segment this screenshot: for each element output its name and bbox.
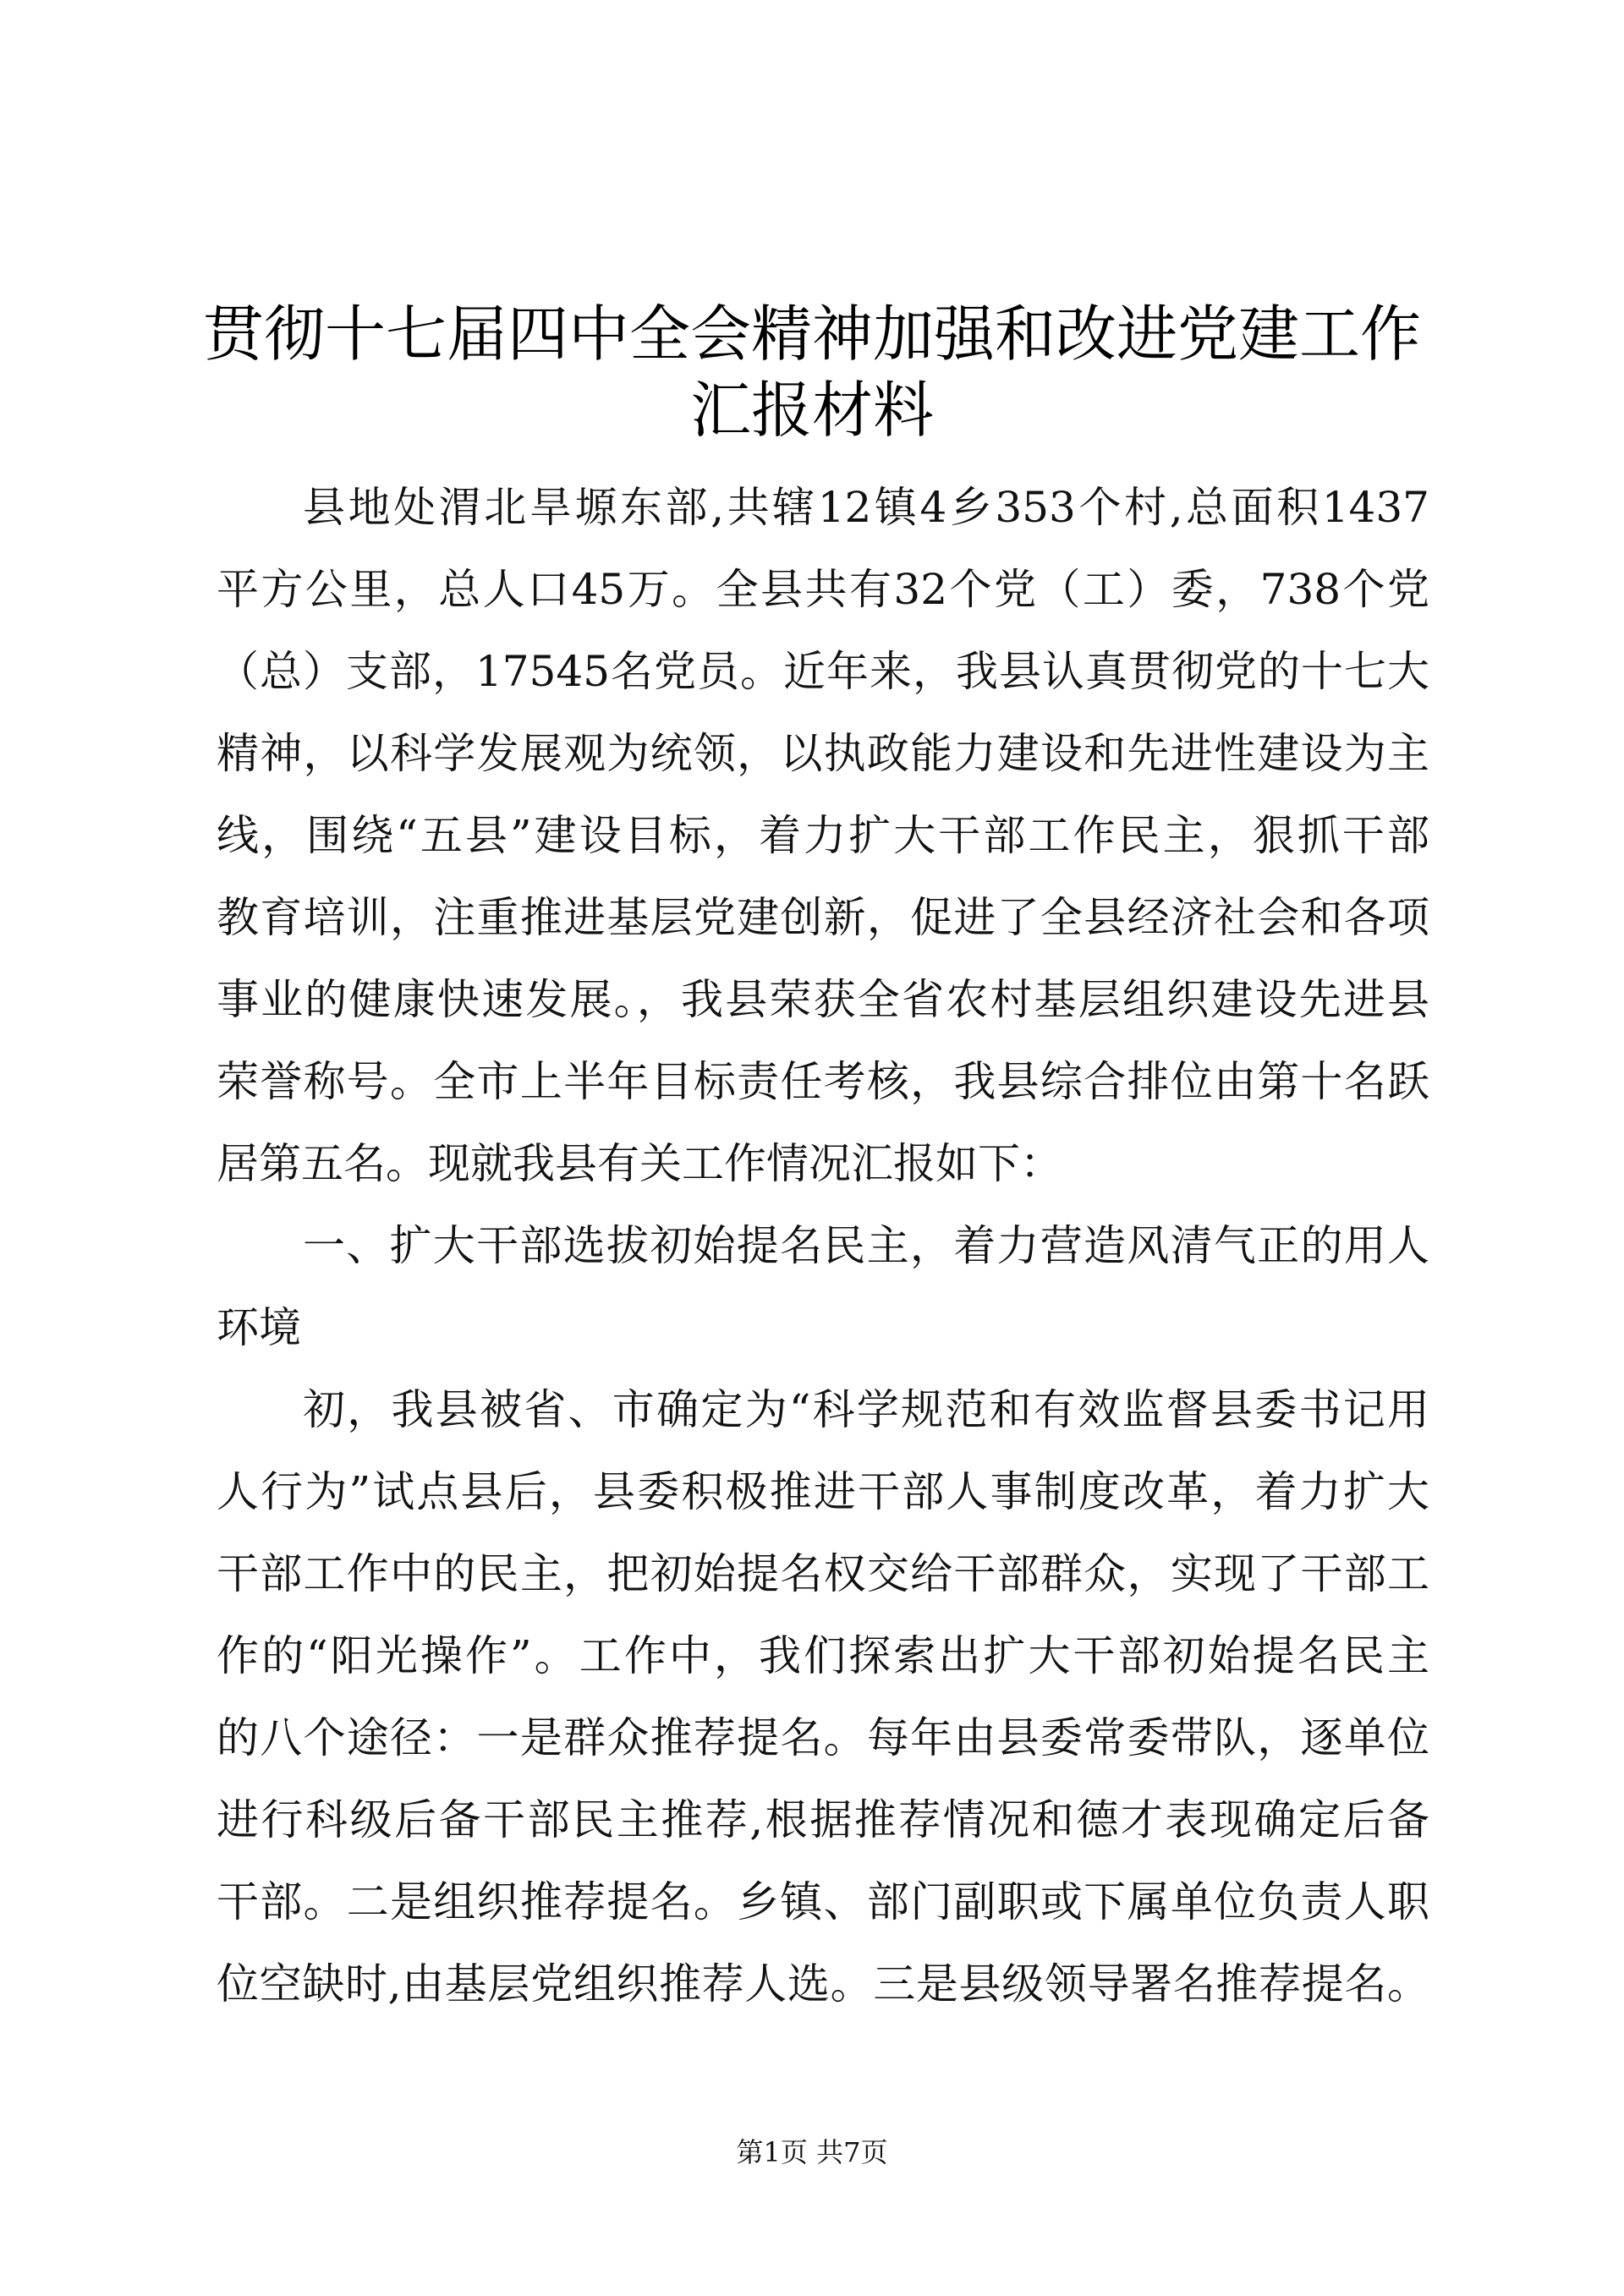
page-number-footer: 第1页 共7页 [736,2136,888,2168]
document-title-line-2: 汇报材料 [689,375,934,446]
document-title-line-1: 贯彻十七届四中全会精神加强和改进党建工作 [202,299,1421,370]
text-line: 位空缺时,由基层党组织推荐人选。三是县级领导署名推荐提名。 [217,1959,1429,2008]
text-line: 线，围绕“五县”建设目标，着力扩大干部工作民主，狠抓干部 [217,811,1429,860]
text-line: 居第五名。现就我县有关工作情况汇报如下： [217,1139,1062,1188]
heading-line: 一、扩大干部选拔初始提名民主，着力营造风清气正的用人 [303,1221,1429,1270]
text-line: 人行为”试点县后，县委积极推进干部人事制度改革，着力扩大 [217,1467,1429,1516]
text-line: 事业的健康快速发展。，我县荣获全省农村基层组织建设先进县 [217,975,1429,1024]
text-line: 精神，以科学发展观为统领，以执政能力建设和先进性建设为主 [217,729,1429,778]
text-line: 初，我县被省、市确定为“科学规范和有效监督县委书记用 [303,1385,1429,1434]
text-line: 作的“阳光操作”。工作中，我们探索出扩大干部初始提名民主 [217,1631,1429,1680]
text-line: 县地处渭北旱塬东部,共辖12镇4乡353个村,总面积1437 [303,483,1429,532]
text-line: 的八个途径：一是群众推荐提名。每年由县委常委带队，逐单位 [217,1713,1429,1762]
text-line: （总）支部，17545名党员。近年来，我县认真贯彻党的十七大 [217,647,1429,696]
text-line: 干部。二是组织推荐提名。乡镇、部门副职或下属单位负责人职 [217,1877,1429,1926]
text-line: 教育培训，注重推进基层党建创新，促进了全县经济社会和各项 [217,893,1429,942]
text-line: 干部工作中的民主，把初始提名权交给干部群众，实现了干部工 [217,1549,1429,1598]
text-line: 荣誉称号。全市上半年目标责任考核，我县综合排位由第十名跃 [217,1057,1429,1106]
heading-line: 环境 [217,1303,301,1352]
text-line: 进行科级后备干部民主推荐,根据推荐情况和德才表现确定后备 [217,1795,1429,1844]
text-line: 平方公里，总人口45万。全县共有32个党（工）委，738个党 [217,565,1429,614]
